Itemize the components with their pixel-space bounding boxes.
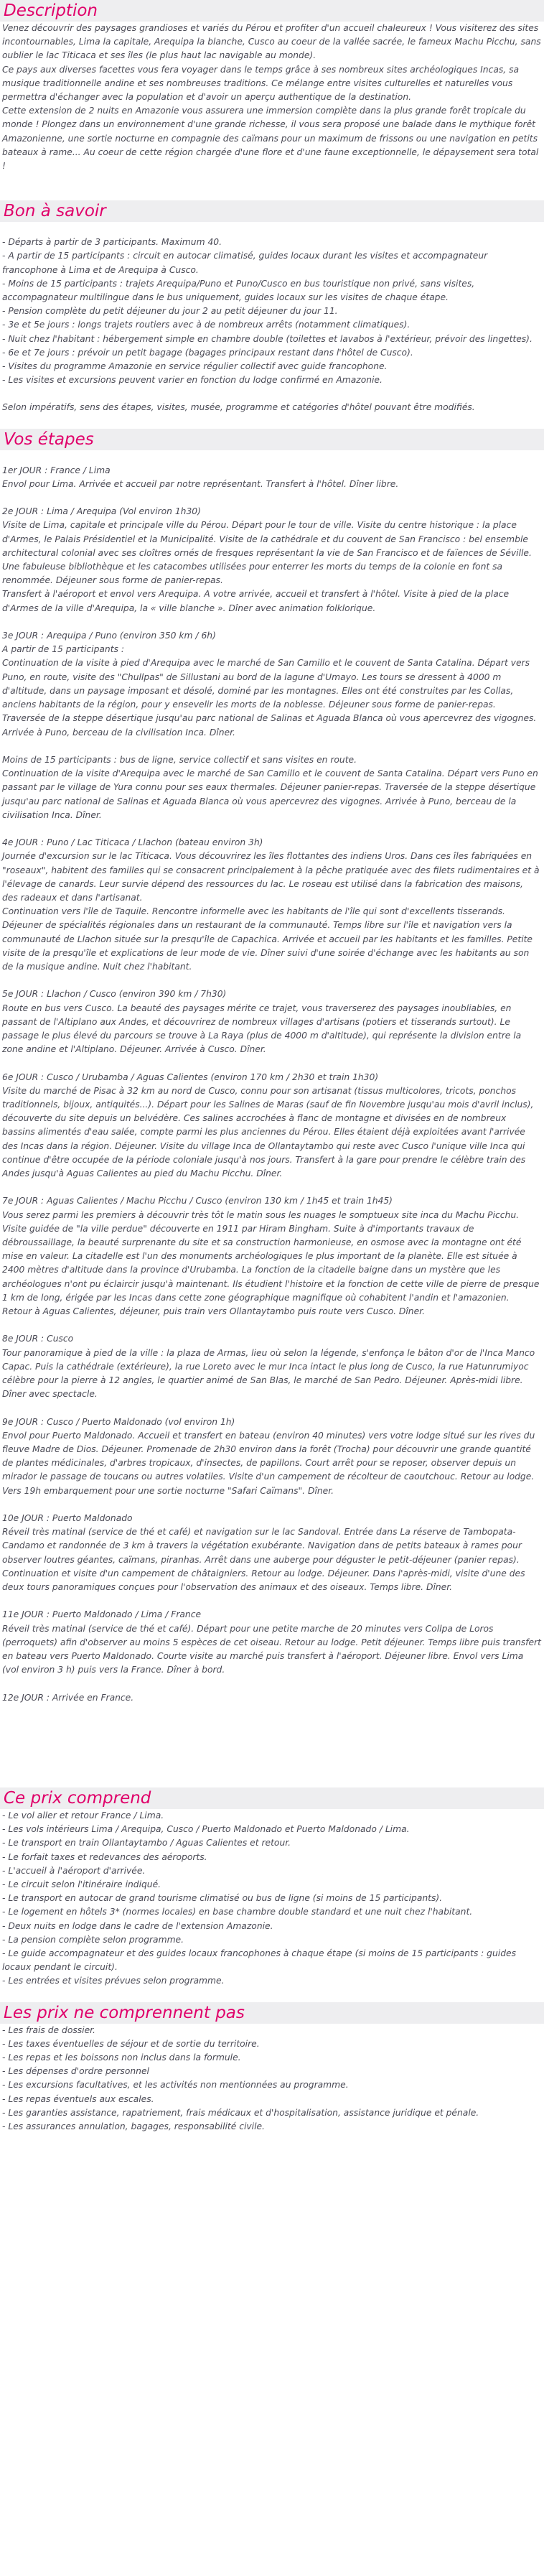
day-text: A partir de 15 participants : (2, 644, 124, 655)
day-text: Visite de Lima, capitale et principale ville du Pérou. Départ pour le tour de ville. Visite du centre historique : la place d'Armes, le Palais Présidentiel et la Municipalité. Visite de la cathédrale et du couvent de San Francisco : bel ensemble architectural colonial avec ses cloîtres ornés de fresques représentant la vie de San Francisco et de faïences de Séville. Une fabuleuse bibliothèque et les catacombes utilisées pour enterrer les morts du temps de la colonie en font sa renommée. Déjeuner sous forme de panier-repas. (2, 520, 532, 586)
noncomprend-line: - Les repas et les boissons non inclus dans la formule. (2, 2052, 241, 2063)
day-text: Envol pour Lima. Arrivée et accueil par notre représentant. Transfert à l'hôtel. Dîner libre. (2, 478, 399, 489)
savoir-heading: Bon à savoir (4, 202, 106, 221)
savoir-line: - 6e et 7e jours : prévoir un petit bagage (bagages principaux restant dans l'hôtel de Cusco). (2, 347, 413, 358)
noncomprend-line: - Les dépenses d'ordre personnel (2, 2066, 149, 2077)
description-body (2, 22, 541, 173)
day-title: 9e JOUR : Cusco / Puerto Maldonado (vol environ 1h) (2, 1416, 235, 1427)
day-text: Vous serez parmi les premiers à découvrir très tôt le matin sous les nuages le somptueux site inca du Machu Picchu. Visite guidée de "la ville perdue" découverte en 1911 par Hiram Bingham. Suite à d'importants travaux de débroussaillage, la beauté surprenante du site et sa construction harmonieuse, en osmose avec la montagne ont été mise en valeur. La citadelle est l'un des monuments archéologiques le plus important de la planète. Elle est située à 2400 mètres d'altitude dans la province d'Urubamba. La fonction de la citadelle baigne dans un mystère que les archéologues n'ont pu éclaircir jusqu'à maintenant. Ils étudient l'histoire et la fonction de cette ville de pierre de presque 1 km de long, érigée par les Incas dans cette zone géographique magnifique où cohabitent l'andin et l'amazonien. Retour à Aguas Calientes, déjeuner, puis train vers Ollantaytambo puis route vers Cusco. Dîner. (2, 1209, 540, 1316)
day-text: Continuation de la visite à pied d'Arequipa avec le marché de San Camillo et le couvent de Santa Catalina. Départ vers Puno, en route, visite des "Chullpas" de Sillustani au bord de la lagune d'Umayo. Les tours se dressent à 4000 m d'altitude, dans un paysage imposant et désolé, dominé par les montagnes. Elles ont été construites par les Collas, anciens habitants de la région, pour y ensevelir les morts de la noblesse. Déjeuner sous forme de panier-repas. Traversée de la steppe désertique jusqu'au parc national de Salinas et Aguada Blanca où vous apercevrez des vigognes. Arrivée à Puno, berceau de la civilisation Inca. Dîner. (2, 658, 537, 738)
day-title: 2e JOUR : Lima / Arequipa (Vol environ 1h30) (2, 506, 201, 517)
day-text: Route en bus vers Cusco. La beauté des paysages mérite ce trajet, vous traverserez des paysages inoubliables, en passant de l'Altiplano aux Andes, et découvrirez de nombreux villages d'artisans (potiers et tisserands surtout). Le passage le plus élevé du parcours se trouve à La Raya (plus de 4000 m d'altitude), qui représente la division entre la zone andine et l'Altiplano. Déjeuner. Arrivée à Cusco. Dîner. (2, 1003, 522, 1055)
comprend-line: - L'accueil à l'aéroport d'arrivée. (2, 1865, 146, 1876)
description-header (0, 0, 544, 22)
noncomprend-header (0, 2002, 544, 2024)
day-block (2, 464, 541, 491)
comprend-line: - Le forfait taxes et redevances des aéroports. (2, 1851, 207, 1862)
savoir-header (0, 200, 544, 222)
description-paragraph: Cette extension de 2 nuits en Amazonie vous assurera une immersion complète dans la plus grande forêt tropicale du monde ! Plongez dans un environnement d'une grande richesse, il vous sera proposé une balade dans le mythique forêt Amazonienne, une sortie nocturne en compagnie des caïmans pour un maximum de frissons ou une navigation en petits bateaux à rame... Au coeur de cette région chargée d'une flore et d'une faune exceptionnelle, le dépaysement sera total ! (2, 106, 539, 172)
day-block (2, 1691, 541, 1705)
comprend-line: - Les vols intérieurs Lima / Arequipa, Cusco / Puerto Maldonado et Puerto Maldonado / Lima. (2, 1824, 410, 1835)
noncomprend-line: - Les garanties assistance, rapatriement, frais médicaux et d'hospitalisation, assistance juridique et pénale. (2, 2107, 479, 2118)
day-title: 1er JOUR : France / Lima (2, 465, 111, 475)
comprend-line: - Les entrées et visites prévues selon programme. (2, 1976, 225, 1986)
noncomprend-heading: Les prix ne comprennent pas (4, 2003, 245, 2022)
savoir-note: Selon impératifs, sens des étapes, visites, musée, programme et catégories d'hôtel pouvant être modifiés. (2, 402, 475, 413)
comprend-heading: Ce prix comprend (4, 1788, 151, 1808)
savoir-line: - Nuit chez l'habitant : hébergement simple en chambre double (toilettes et lavabos à l'extérieur, prévoir des lingettes). (2, 333, 533, 344)
day-block (2, 1332, 541, 1401)
noncomprend-line: - Les taxes éventuelles de séjour et de sortie du territoire. (2, 2038, 260, 2049)
day-title: 10e JOUR : Puerto Maldonado (2, 1512, 133, 1523)
comprend-line: - Deux nuits en lodge dans le cadre de l'extension Amazonie. (2, 1920, 273, 1931)
savoir-line: - Départs à partir de 3 participants. Maximum 40. (2, 237, 222, 248)
day-title: 4e JOUR : Puno / Lac Titicaca / Llachon (bateau environ 3h) (2, 837, 263, 848)
day-title: 3e JOUR : Arequipa / Puno (environ 350 km / 6h) (2, 631, 216, 641)
description-heading: Description (4, 1, 98, 20)
day-text (2, 740, 541, 753)
day-block (2, 1194, 541, 1319)
comprend-line: - Le logement en hôtels 3* (normes locales) en base chambre double standard et une nuit chez l'habitant. (2, 1907, 473, 1917)
savoir-line: - Pension complète du petit déjeuner du jour 2 au petit déjeuner du jour 11. (2, 306, 338, 317)
comprend-line: - La pension complète selon programme. (2, 1934, 184, 1945)
noncomprend-line: - Les excursions facultatives, et les activités non mentionnées au programme. (2, 2080, 349, 2091)
day-text: Réveil très matinal (service de thé et café) et navigation sur le lac Sandoval. Entrée dans La réserve de Tambopata-Candamo et randonnée de 3 km à travers la végétation exubérante. Navigation dans de petits bateaux à rames pour observer loutres géantes, caïmans, piranhas. Arrêt dans une auberge pour déguster le petit-déjeuner (panier repas). Continuation et visite d'un campement de châtaigniers. Retour au lodge. Déjeuner. Dans l'après-midi, visite d'une des deux tours panoramiques conçues pour l'observation des animaux et des oiseaux. Temps libre. Dîner. (2, 1527, 525, 1592)
day-text: Visite du marché de Pisac à 32 km au nord de Cusco, connu pour son artisanat (tissus multicolores, tricots, ponchos traditionnels, bijoux, antiquités...). Départ pour les Salines de Maras (sauf de fin Novembre jusqu'au mois d'avril inclus), découverte du site depuis un belvédère. Ces salines accrochées à flanc de montagne et divisées en de nombreux bassins alimentés d'eau salée, compte parmi les plus anciennes du Pérou. Elles étaient déjà exploitées avant l'arrivée des Incas dans la région. Déjeuner. Visite du village Inca de Ollantaytambo qui reste avec Cusco l'unique ville Inca qui continue d'être occupée de la période coloniale jusqu'à nos jours. Transfert à la gare pour prendre le célèbre train des Andes jusqu'à Aguas Calientes au pied du Machu Picchu. Dîner. (2, 1085, 534, 1178)
day-text: Envol pour Puerto Maldonado. Accueil et transfert en bateau (environ 40 minutes) vers votre lodge situé sur les rives du fleuve Madre de Dios. Déjeuner. Promenade de 2h30 environ dans la forêt (Trocha) pour découvrir une grande quantité de plantes médicinales, d'arbres tropicaux, d'insectes, de papillons. Court arrêt pour se reposer, observer depuis un mirador le passage de toucans ou autres volatiles. Visite d'un campement de récolteur de caoutchouc. Retour au lodge. Vers 19h embarquement pour une sortie nocturne "Safari Caïmans". Dîner. (2, 1430, 535, 1496)
day-block (2, 1071, 541, 1181)
day-title: 5e JOUR : Llachon / Cusco (environ 390 km / 7h30) (2, 989, 227, 1000)
day-title: 11e JOUR : Puerto Maldonado / Lima / France (2, 1609, 202, 1620)
day-block (2, 836, 541, 974)
day-block (2, 505, 541, 615)
day-text: Transfert à l'aéroport et envol vers Arequipa. A votre arrivée, accueil et transfert à l'hôtel. Visite à pied de la place d'Armes de la ville d'Arequipa, la « ville blanche ». Dîner avec animation folklorique. (2, 589, 510, 613)
day-block (2, 987, 541, 1056)
description-paragraph: Venez découvrir des paysages grandioses et variés du Pérou et profiter d'un accueil chaleureux ! Vous visiterez des sites incontournables, Lima la capitale, Arequipa la blanche, Cusco au coeur de la vallée sacrée, le fameux Machu Picchu, sans oublier le lac Titicaca et ses îles (le plus haut lac navigable au monde). (2, 23, 541, 61)
savoir-body (2, 236, 541, 414)
day-text: Tour panoramique à pied de la ville : la plaza de Armas, lieu où selon la légende, s'enfonça le bâton d'or de l'Inca Manco Capac. Puis la cathédrale (extérieure), la rue Loreto avec le mur Inca intact le plus long de Cusco, la rue Hatunrumiyoc célèbre pour la pierre à 12 angles, le quartier animé de San Blas, le marché de San Pedro. Déjeuner. Après-midi libre. Dîner avec spectacle. (2, 1347, 535, 1400)
description-paragraph: Ce pays aux diverses facettes vous fera voyager dans le temps grâce à ses nombreux sites archéologiques Incas, sa musique traditionnelle andine et ses nombreuses traditions. Ce mélange entre visites culturelles et naturelles vous permettra d'échanger avec la population et d'avoir un aperçu authentique de la destination. (2, 64, 520, 103)
noncomprend-line: - Les frais de dossier. (2, 2024, 95, 2035)
day-title: 6e JOUR : Cusco / Urubamba / Aguas Calientes (environ 170 km / 2h30 et train 1h30) (2, 1071, 379, 1082)
day-text: Journée d'excursion sur le lac Titicaca. Vous découvrirez les îles flottantes des indiens Uros. Dans ces îles fabriquées en "roseaux", habitent des familles qui se consacrent principalement à la pêche pratiquée avec des filets rudimentaires et à l'élevage de canards. Leur survie dépend des ressources du lac. Le roseau est utilisé dans la fabrication des maisons, des radeaux et dans l'artisanat. (2, 851, 540, 903)
day-text: Réveil très matinal (service de thé et café). Départ pour une petite marche de 20 minutes vers Collpa de Loros (perroquets) afin d'observer au moins 5 espèces de cet oiseau. Retour au lodge. Petit déjeuner. Temps libre puis transfert en bateau vers Puerto Maldonado. Courte visite au marché puis transfert à l'aéroport. Déjeuner libre. Envol vers Lima (vol environ 3 h) puis vers la France. Dîner à bord. (2, 1623, 541, 1675)
day-text: Continuation vers l'île de Taquile. Rencontre informelle avec les habitants de l'île qui sont d'excellents tisserands. Déjeuner de spécialités régionales dans un restaurant de la communauté. Temps libre sur l'île et navigation vers la communauté de Llachon située sur la presqu'île de Capachica. Arrivée et accueil par les habitants et les familles. Petite visite de la presqu'île et explications de leur mode de vie. Dîner suivi d'une soirée d'échange avec les habitants au son de la musique andine. Nuit chez l'habitant. (2, 906, 533, 972)
day-block (2, 1415, 541, 1498)
day-title: 8e JOUR : Cusco (2, 1334, 74, 1344)
comprend-line: - Le transport en autocar de grand tourisme climatisé ou bus de ligne (si moins de 15 participants). (2, 1893, 443, 1904)
day-block (2, 1608, 541, 1677)
savoir-line: - Les visites et excursions peuvent varier en fonction du lodge confirmé en Amazonie. (2, 375, 383, 386)
savoir-line: - 3e et 5e jours : longs trajets routiers avec à de nombreux arrêts (notamment climatiques). (2, 320, 411, 330)
day-block (2, 1512, 541, 1594)
noncomprend-line: - Les repas éventuels aux escales. (2, 2093, 154, 2104)
savoir-line: - A partir de 15 participants : circuit en autocar climatisé, guides locaux durant les visites et accompagnateur francophone à Lima et de Arequipa à Cusco. (2, 251, 488, 275)
etapes-heading: Vos étapes (4, 429, 94, 449)
day-text: Continuation de la visite d'Arequipa avec le marché de San Camillo et le couvent de Santa Catalina. Départ vers Puno en passant par le village de Yura connu pour ses eaux thermales. Déjeuner panier-repas. Traversée de la steppe désertique jusqu'au parc national de Salinas et Aguada Blanca où vous apercevrez des vigognes. Arrivée à Puno, berceau de la civilisation Inca. Dîner. (2, 768, 538, 820)
noncomprend-line: - Les assurances annulation, bagages, responsabilité civile. (2, 2121, 265, 2132)
etapes-header (0, 429, 544, 450)
comprend-body (2, 1809, 541, 1989)
comprend-line: - Le guide accompagnateur et des guides locaux francophones à chaque étape (si moins de 15 participants : guides locaux pendant le circuit). (2, 1948, 516, 1973)
savoir-line: - Visites du programme Amazonie en service régulier collectif avec guide francophone. (2, 361, 388, 372)
comprend-line: - Le circuit selon l'itinéraire indiqué. (2, 1879, 161, 1889)
etapes-body (2, 464, 541, 1705)
noncomprend-body (2, 2024, 541, 2134)
day-text: Moins de 15 participants : bus de ligne, service collectif et sans visites en route. (2, 754, 357, 765)
comprend-header (0, 1787, 544, 1809)
savoir-line: - Moins de 15 participants : trajets Arequipa/Puno et Puno/Cusco en bus touristique non privé, sans visites, accompagnateur multilingue dans le bus uniquement, guides locaux sur les visites de chaque étape. (2, 278, 475, 303)
day-block (2, 629, 541, 822)
comprend-line: - Le vol aller et retour France / Lima. (2, 1810, 164, 1821)
day-title: 12e JOUR : Arrivée en France. (2, 1692, 134, 1703)
day-title: 7e JOUR : Aguas Calientes / Machu Picchu / Cusco (environ 130 km / 1h45 et train 1h45) (2, 1196, 393, 1206)
comprend-line: - Le transport en train Ollantaytambo / Aguas Calientes et retour. (2, 1838, 291, 1849)
